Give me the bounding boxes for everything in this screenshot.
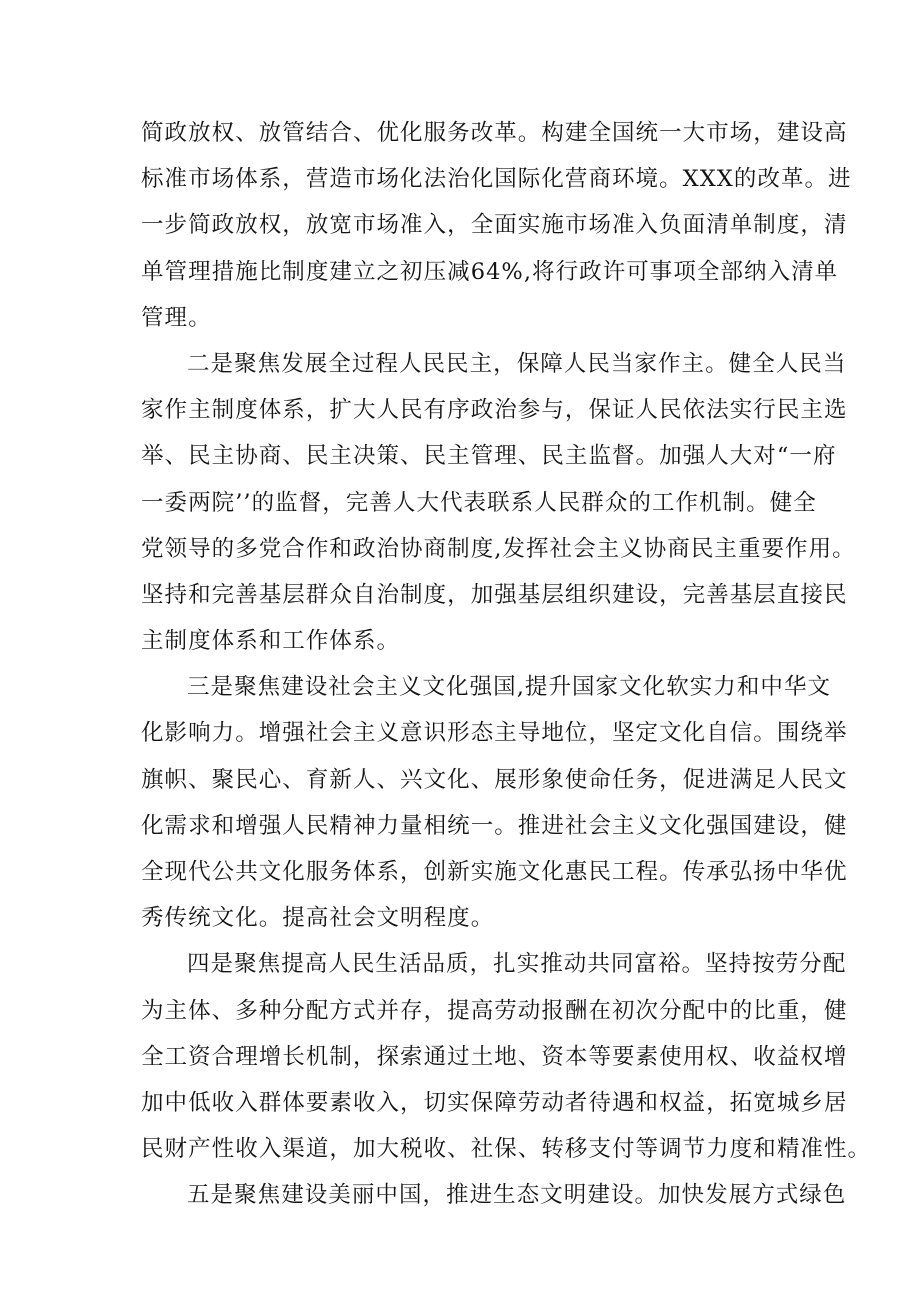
text-line: 标准市场体系，营造市场化法治化国际化营商环境。XXX的改革。进 (141, 166, 852, 193)
paragraph-start-line: 三是聚焦建设社会主义文化强国,提升国家文化软实力和中华文 (187, 674, 832, 701)
body-text (141, 110, 872, 1219)
text-line: 旗帜、聚民心、育新人、兴文化、展形象使命任务，促进满足人民文 (141, 766, 848, 793)
text-line: 管理。 (141, 304, 212, 331)
paragraph-start-line: 五是聚焦建设美丽中国，推进生态文明建设。加快发展方式绿色 (187, 1182, 847, 1209)
text-line: 秀传统文化。提高社会文明程度。 (141, 905, 495, 932)
text-line: 民财产性收入渠道，加大税收、社保、转移支付等调节力度和精准性。 (141, 1136, 872, 1163)
text-line: 化影响力。增强社会主义意识形态主导地位，坚定文化自信。围绕举 (141, 720, 848, 747)
text-line: 全现代公共文化服务体系，创新实施文化惠民工程。传承弘扬中华优 (141, 859, 848, 885)
text-line: 坚持和完善基层群众自治制度，加强基层组织建设，完善基层直接民 (141, 581, 848, 608)
text-line: 简政放权、放管结合、优化服务改革。构建全国统一大市场，建设高 (141, 120, 848, 146)
text-line: 主制度体系和工作体系。 (141, 628, 401, 655)
text-line: 家作主制度体系，扩大人民有序政治参与，保证人民依法实行民主选 (141, 397, 848, 424)
text-line: 化需求和增强人民精神力量相统一。推进社会主义文化强国建设，健 (141, 812, 848, 839)
text-line: 举、民主协商、民主决策、民主管理、民主监督。加强人大对“一府 (141, 443, 837, 470)
text-line: 一步简政放权，放宽市场准入，全面实施市场准入负面清单制度，清 (141, 212, 848, 239)
paragraph-start-line: 二是聚焦发展全过程人民民主，保障人民当家作主。健全人民当 (187, 350, 847, 377)
paragraph-start-line: 四是聚焦提高人民生活品质，扎实推动共同富裕。坚持按劳分配 (187, 951, 847, 978)
text-line: 一委两院’’的监督，完善人大代表联系人民群众的工作机制。健全 (141, 489, 817, 516)
text-line: 为主体、多种分配方式并存，提高劳动报酬在初次分配中的比重，健 (141, 997, 848, 1024)
text-line: 单管理措施比制度建立之初压减64%,将行政许可事项全部纳入清单 (141, 258, 839, 285)
text-line: 党领导的多党合作和政治协商制度,发挥社会主义协商民主重要作用。 (141, 535, 856, 562)
text-line: 全工资合理增长机制，探索通过土地、资本等要素使用权、收益权增 (141, 1043, 848, 1070)
text-line: 加中低收入群体要素收入，切实保障劳动者待遇和权益，拓宽城乡居 (141, 1089, 848, 1116)
